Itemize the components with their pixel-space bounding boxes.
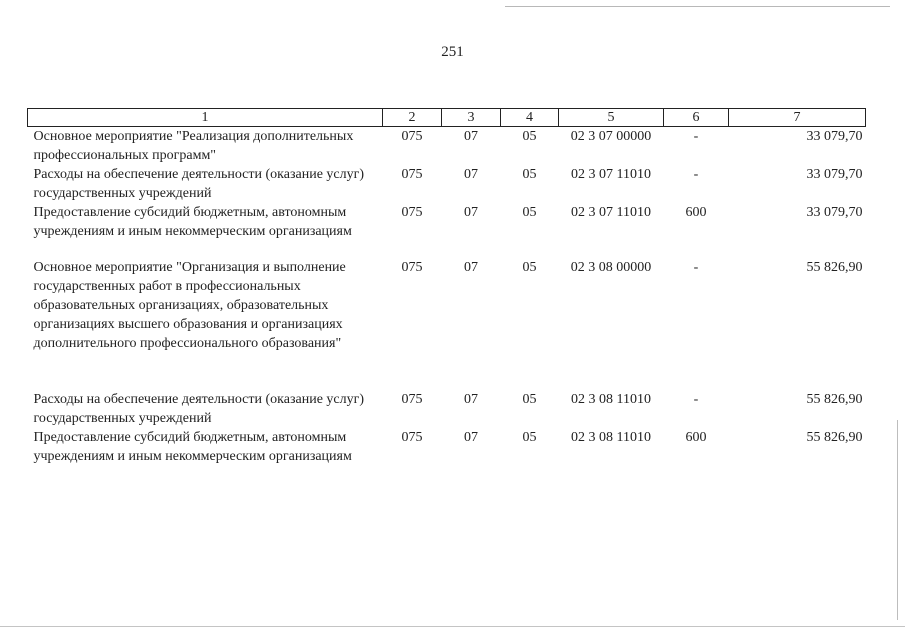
- row-name: Расходы на обеспечение деятельности (оказание услуг) государственных учреждений: [33, 392, 365, 426]
- row-subsection: 05: [522, 260, 537, 275]
- row-section: 07: [464, 430, 478, 445]
- header-cell: 3: [442, 109, 501, 127]
- row-subsection: 05: [522, 430, 537, 445]
- row-amount: 33 079,70: [806, 167, 863, 182]
- row-expense-type: -: [693, 260, 699, 275]
- row-expense-type: 600: [685, 205, 707, 220]
- row-expense-type: 600: [685, 430, 707, 445]
- row-section: 07: [464, 129, 478, 144]
- row-ministry-code: 075: [401, 167, 423, 182]
- row-section: 07: [464, 167, 478, 182]
- row-amount: 33 079,70: [806, 129, 863, 144]
- row-amount: 55 826,90: [806, 260, 863, 275]
- row-ministry-code: 075: [401, 205, 423, 220]
- row-expense-type: -: [693, 167, 699, 182]
- row-section: 07: [464, 392, 478, 407]
- row-target-article: 02 3 07 00000: [570, 129, 652, 144]
- table-row: [28, 390, 866, 428]
- row-amount: 55 826,90: [806, 392, 863, 407]
- header-cell: 2: [383, 109, 442, 127]
- row-name: Предоставление субсидий бюджетным, автономным учреждениям и иным некоммерческим организациям: [33, 430, 352, 464]
- row-subsection: 05: [522, 392, 537, 407]
- row-target-article: 02 3 08 11010: [571, 392, 651, 407]
- row-name: Основное мероприятие "Реализация дополнительных профессиональных программ": [33, 129, 354, 163]
- row-section: 07: [464, 205, 478, 220]
- row-target-article: 02 3 07 11010: [571, 205, 651, 220]
- row-name: Расходы на обеспечение деятельности (оказание услуг) государственных учреждений: [33, 167, 365, 201]
- row-spacer: [28, 241, 866, 258]
- header-cell: 6: [664, 109, 729, 127]
- header-cell: 1: [28, 109, 383, 127]
- row-subsection: 05: [522, 129, 537, 144]
- header-cell: 4: [501, 109, 559, 127]
- row-expense-type: -: [693, 129, 699, 144]
- row-amount: 33 079,70: [806, 205, 863, 220]
- row-ministry-code: 075: [401, 392, 423, 407]
- row-section: 07: [464, 260, 478, 275]
- header-row: [28, 109, 866, 127]
- row-target-article: 02 3 07 11010: [571, 167, 651, 182]
- scan-edge-top: [505, 6, 890, 7]
- table-row: [28, 258, 866, 353]
- row-subsection: 05: [522, 205, 537, 220]
- table-row: [28, 165, 866, 203]
- row-ministry-code: 075: [401, 430, 423, 445]
- row-name: Основное мероприятие "Организация и выполнение государственных работ в профессиональных образовательных организациях, образовательных организациях высшего образования и организациях дополнительного профессионального образования": [33, 260, 346, 351]
- header-cell: 5: [559, 109, 664, 127]
- table-row: [28, 203, 866, 241]
- row-target-article: 02 3 08 11010: [571, 430, 651, 445]
- row-spacer: [28, 353, 866, 390]
- scan-edge-bottom: [0, 626, 905, 627]
- budget-table: [27, 108, 866, 466]
- row-ministry-code: 075: [401, 260, 423, 275]
- page-number: 251: [441, 44, 464, 60]
- row-amount: 55 826,90: [806, 430, 863, 445]
- row-expense-type: -: [693, 392, 699, 407]
- row-target-article: 02 3 08 00000: [570, 260, 652, 275]
- header-cell: 7: [729, 109, 866, 127]
- scan-edge-right: [897, 420, 898, 620]
- row-ministry-code: 075: [401, 129, 423, 144]
- row-name: Предоставление субсидий бюджетным, автономным учреждениям и иным некоммерческим организациям: [33, 205, 352, 239]
- row-subsection: 05: [522, 167, 537, 182]
- table-row: [28, 428, 866, 466]
- table-row: [28, 127, 866, 166]
